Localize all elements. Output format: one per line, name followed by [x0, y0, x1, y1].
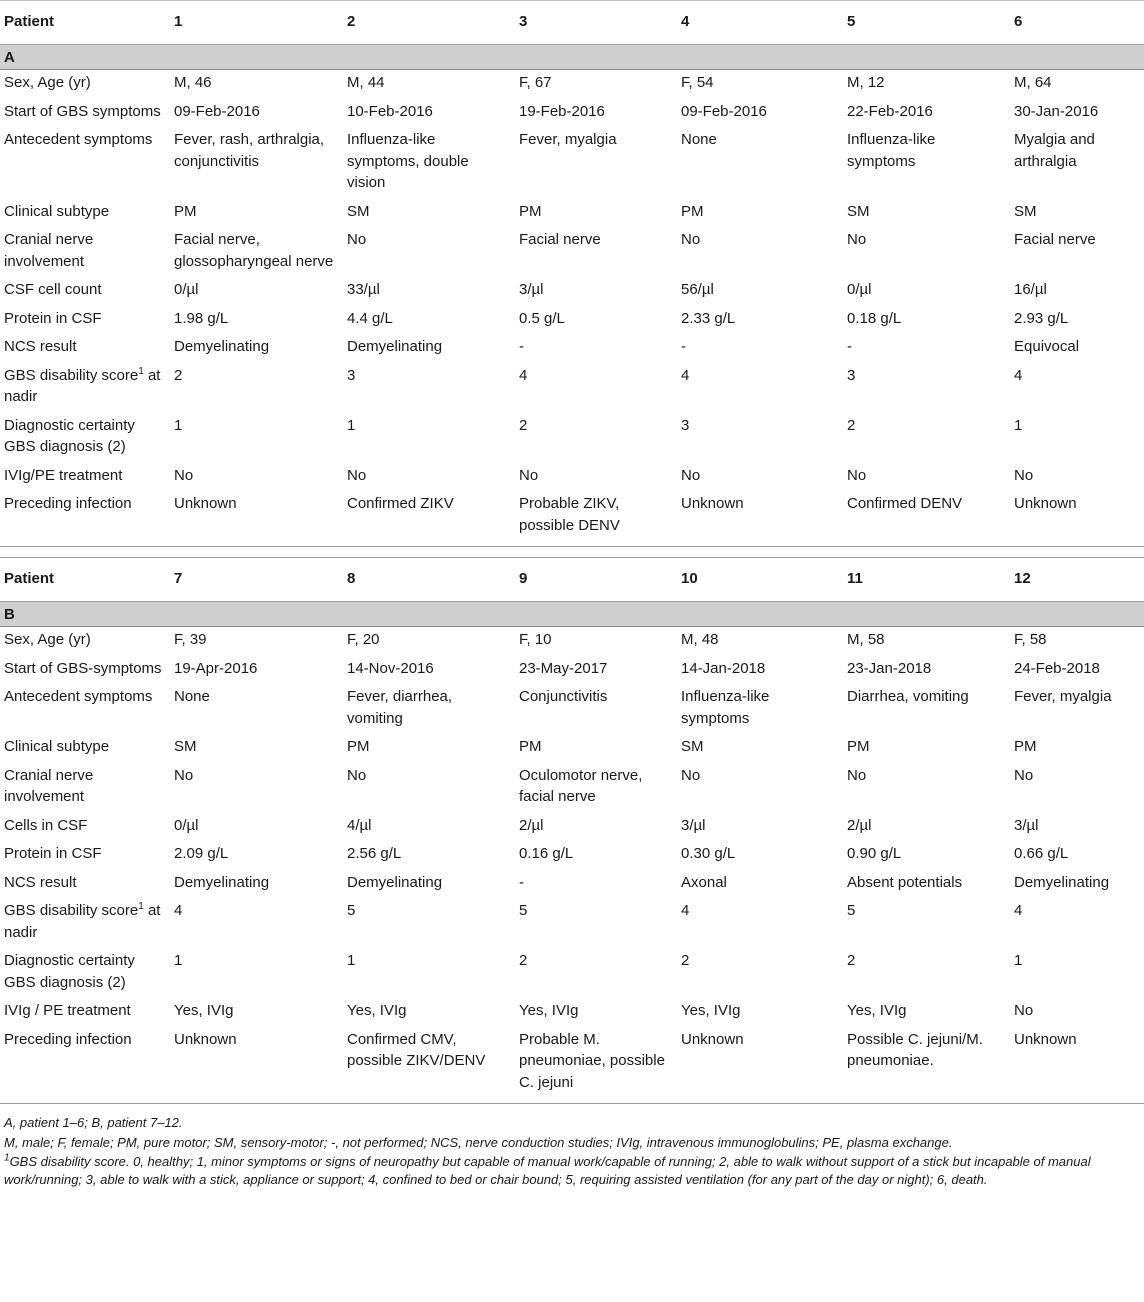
table-cell: 33/µl	[347, 281, 380, 298]
table-cell: 2.33 g/L	[681, 309, 736, 327]
table-cell: Yes, IVIg	[681, 1002, 741, 1019]
table-cell: SM	[681, 738, 704, 755]
table-cell: Unknown	[1010, 491, 1144, 547]
patient-header-label: Patient	[0, 558, 170, 602]
patient-number: 6	[1010, 1, 1144, 45]
table-cell: Influenza-like symptoms, double vision	[347, 131, 469, 191]
table-cell: Conjunctivitis	[519, 688, 608, 705]
table-cell: M, 58	[847, 631, 885, 648]
table-cell: Confirmed ZIKV	[343, 491, 515, 547]
table-cell: M, 48	[681, 631, 719, 648]
row-label-text: Clinical subtype	[4, 202, 110, 220]
table-cell: 2.93 g/L	[1014, 309, 1069, 327]
patient-number: 9	[515, 558, 677, 602]
table-cell: Fever, myalgia	[1014, 688, 1112, 705]
table-cell: F, 58	[1014, 631, 1047, 648]
table-cell: 09-Feb-2016	[174, 102, 260, 120]
table-cell: 2	[519, 952, 528, 969]
table-row	[0, 898, 1144, 948]
row-label	[0, 763, 170, 813]
table-cell: 30-Jan-2016	[1014, 102, 1099, 120]
table-row	[0, 99, 1144, 128]
table-cell: No	[1014, 1002, 1034, 1019]
table-cell: Axonal	[681, 873, 727, 891]
table-cell: PM	[847, 738, 870, 755]
row-label	[0, 70, 170, 99]
table-cell: 2	[847, 416, 856, 434]
row-label	[0, 491, 170, 547]
table-cell: 1	[1014, 416, 1023, 434]
row-label	[0, 99, 170, 128]
table-cell: Demyelinating	[347, 338, 443, 355]
table-cell: No	[681, 231, 701, 248]
table-cell: 56/µl	[681, 281, 714, 298]
footnote-marker: 1	[138, 901, 144, 912]
row-label-text: Preceding infection	[4, 1030, 132, 1048]
row-label	[0, 463, 170, 492]
footnote-groups: A, patient 1–6; B, patient 7–12.	[4, 1115, 183, 1130]
footnote-disability-score	[4, 1153, 1140, 1188]
row-label-text: Diagnostic certainty GBS diagnosis (2)	[4, 952, 135, 991]
table-cell: Demyelinating	[174, 338, 270, 355]
row-label	[0, 127, 170, 199]
row-label-text: Start of GBS symptoms	[4, 102, 161, 120]
table-cell: 2	[519, 416, 528, 434]
row-label	[0, 1027, 170, 1104]
table-cell: F, 67	[519, 74, 552, 91]
row-label	[0, 813, 170, 842]
row-label	[0, 998, 170, 1027]
row-label	[0, 199, 170, 228]
table-row	[0, 334, 1144, 363]
table-cell: 0.5 g/L	[519, 309, 565, 327]
table-row	[0, 656, 1144, 685]
table-cell: No	[347, 231, 367, 248]
table-cell: 4.4 g/L	[347, 309, 393, 327]
table-cell: 3	[347, 366, 356, 384]
table-cell: Yes, IVIg	[347, 1002, 407, 1019]
table-cell: 16/µl	[1014, 281, 1047, 298]
patient-number: 12	[1010, 558, 1144, 602]
row-label-text: GBS disability score	[4, 366, 139, 384]
table-row	[0, 277, 1144, 306]
table-cell: -	[681, 338, 686, 355]
table-cell: No	[347, 466, 367, 484]
table-cell: 4	[174, 902, 183, 919]
section-band	[0, 45, 1144, 70]
table-cell: Equivocal	[1014, 338, 1080, 355]
row-label	[0, 684, 170, 734]
row-label-text: NCS result	[4, 873, 77, 891]
table-cell: Facial nerve	[519, 231, 601, 248]
row-label	[0, 627, 170, 656]
table-cell: -	[519, 338, 524, 355]
row-label-text: Diagnostic certainty GBS diagnosis (2)	[4, 416, 135, 455]
table-cell: No	[681, 766, 701, 784]
table-cell: 1	[174, 952, 183, 969]
table-cell: 0.90 g/L	[847, 845, 902, 862]
table-cell: Yes, IVIg	[174, 1002, 234, 1019]
footnote-marker: 1	[138, 365, 144, 377]
table-cell: PM	[681, 202, 704, 220]
table-cell: Probable ZIKV, possible DENV	[515, 491, 677, 547]
footnote-abbreviations: M, male; F, female; PM, pure motor; SM, sensory-motor; -, not performed; NCS, nerve conduction studies; IVIg, intravenous immunoglobulins; PE, plasma exchange.	[4, 1134, 953, 1150]
table-cell: PM	[347, 738, 370, 755]
table-cell: Influenza-like symptoms	[847, 131, 936, 170]
table-cell: PM	[519, 202, 542, 220]
table-cell: 4	[1014, 902, 1023, 919]
table-cell: Unknown	[170, 491, 343, 547]
table-cell: -	[847, 338, 852, 355]
table-row	[0, 763, 1144, 813]
table-cell: 14-Nov-2016	[347, 659, 434, 677]
table-row	[0, 627, 1144, 656]
row-label	[0, 334, 170, 363]
table-cell: Facial nerve, glossopharyngeal nerve	[174, 231, 334, 270]
table-cell: 1.98 g/L	[174, 309, 229, 327]
patient-number: 1	[170, 1, 343, 45]
patient-number: 10	[677, 558, 843, 602]
table-cell: M, 12	[847, 74, 885, 91]
table-cell: 0.66 g/L	[1014, 845, 1069, 862]
row-label-text: NCS result	[4, 338, 77, 355]
table-cell: 2/µl	[519, 816, 544, 834]
table-cell: 1	[347, 952, 356, 969]
table-cell: 5	[847, 902, 856, 919]
table-cell: PM	[519, 738, 542, 755]
row-label	[0, 656, 170, 685]
table-cell: No	[681, 466, 701, 484]
row-label-text: IVIg/PE treatment	[4, 466, 123, 484]
patient-header-label: Patient	[0, 1, 170, 45]
table-cell: 4/µl	[347, 816, 372, 834]
patient-number: 5	[843, 1, 1010, 45]
table-row	[0, 998, 1144, 1027]
row-label	[0, 734, 170, 763]
table-row	[0, 948, 1144, 998]
table-cell: Influenza-like symptoms	[681, 688, 770, 727]
table-cell: No	[847, 766, 867, 784]
table-cell: 2/µl	[847, 816, 872, 834]
row-label	[0, 306, 170, 335]
row-label-text: IVIg / PE treatment	[4, 1002, 131, 1019]
table-cell: No	[847, 231, 867, 248]
section-spacer	[0, 547, 1144, 558]
table-cell: Fever, myalgia	[519, 131, 617, 148]
table-cell: 1	[1014, 952, 1023, 969]
table-cell: 22-Feb-2016	[847, 102, 933, 120]
table-cell: 5	[347, 902, 356, 919]
table-cell: Confirmed CMV, possible ZIKV/DENV	[343, 1027, 515, 1104]
patient-number: 11	[843, 558, 1010, 602]
table-cell: 4	[681, 366, 690, 384]
patient-number: 4	[677, 1, 843, 45]
section-label: B	[0, 602, 1144, 627]
table-cell: SM	[174, 738, 197, 755]
table-cell: 0.30 g/L	[681, 845, 736, 862]
row-label	[0, 277, 170, 306]
table-cell: Fever, rash, arthralgia, conjunctivitis	[174, 131, 325, 170]
row-label-text: Preceding infection	[4, 495, 132, 512]
table-row	[0, 306, 1144, 335]
row-label	[0, 898, 170, 948]
table-cell: Confirmed DENV	[843, 491, 1010, 547]
footnote-disability-text: GBS disability score. 0, healthy; 1, minor symptoms or signs of neuropathy but capable of manual work/capable of running; 2, able to walk without support of a stick but incapable of manual work/running; 3, able to walk with a stick, appliance or support; 4, confined to bed or chair bound; 5, requiring assisted ventilation (for any part of the day or night); 6, death.	[4, 1154, 1091, 1187]
table-cell: 3/µl	[519, 281, 544, 298]
row-label-tail: at nadir	[4, 366, 161, 405]
table-cell: Probable M. pneumoniae, possible C. jejuni	[515, 1027, 677, 1104]
row-label-text: GBS disability score	[4, 902, 139, 919]
row-label-text: Antecedent symptoms	[4, 131, 153, 148]
table-row	[0, 413, 1144, 463]
table-cell: None	[174, 688, 210, 705]
table-cell: 24-Feb-2018	[1014, 659, 1100, 677]
table-row	[0, 199, 1144, 228]
table-cell: 0/µl	[174, 281, 199, 298]
table-cell: 2.56 g/L	[347, 845, 402, 862]
table-cell: 19-Feb-2016	[519, 102, 605, 120]
table-cell: Demyelinating	[347, 873, 443, 891]
row-label-text: Start of GBS-symptoms	[4, 659, 162, 677]
row-label	[0, 870, 170, 899]
row-label	[0, 363, 170, 413]
table-cell: 5	[519, 902, 528, 919]
table-cell: None	[681, 131, 717, 148]
table-cell: Unknown	[170, 1027, 343, 1104]
section-band	[0, 602, 1144, 627]
table-row	[0, 870, 1144, 899]
table-row	[0, 127, 1144, 199]
table-row	[0, 363, 1144, 413]
table-cell: -	[519, 873, 524, 891]
table-cell: F, 20	[347, 631, 380, 648]
table-cell: No	[1014, 766, 1034, 784]
table-cell: 0/µl	[174, 816, 199, 834]
table-cell: M, 44	[347, 74, 385, 91]
table-cell: 09-Feb-2016	[681, 102, 767, 120]
table-row	[0, 684, 1144, 734]
table-cell: 4	[681, 902, 690, 919]
row-label	[0, 948, 170, 998]
table-cell: Yes, IVIg	[519, 1002, 579, 1019]
row-label-text: Cranial nerve involvement	[4, 231, 94, 270]
table-cell: SM	[347, 202, 370, 220]
table-cell: M, 46	[174, 74, 212, 91]
table-cell: 4	[519, 366, 528, 384]
table-cell: 1	[174, 416, 183, 434]
row-label-text: Sex, Age (yr)	[4, 631, 91, 648]
table-cell: Diarrhea, vomiting	[847, 688, 969, 705]
table-footnotes	[0, 1104, 1144, 1188]
row-label-text: Protein in CSF	[4, 309, 102, 327]
table-cell: 4	[1014, 366, 1023, 384]
table-row	[0, 734, 1144, 763]
table-cell: Oculomotor nerve, facial nerve	[519, 766, 643, 805]
table-cell: 23-Jan-2018	[847, 659, 932, 677]
patient-number: 7	[170, 558, 343, 602]
table-cell: 23-May-2017	[519, 659, 608, 677]
table-cell: Myalgia and arthralgia	[1014, 131, 1095, 170]
table-cell: No	[174, 766, 194, 784]
row-label-text: Cells in CSF	[4, 816, 88, 834]
table-row	[0, 227, 1144, 277]
row-label-text: Protein in CSF	[4, 845, 102, 862]
table-cell: 0.18 g/L	[847, 309, 902, 327]
table-cell: Demyelinating	[174, 873, 270, 891]
table-cell: 10-Feb-2016	[347, 102, 433, 120]
row-label-text: Antecedent symptoms	[4, 688, 153, 705]
table-cell: SM	[847, 202, 870, 220]
row-label	[0, 227, 170, 277]
row-label	[0, 413, 170, 463]
table-cell: 3/µl	[681, 816, 706, 834]
row-label-tail: at nadir	[4, 902, 161, 941]
table-cell: Unknown	[677, 1027, 843, 1104]
patient-number: 8	[343, 558, 515, 602]
table-cell: No	[174, 466, 194, 484]
table-cell: Unknown	[677, 491, 843, 547]
row-label	[0, 841, 170, 870]
table-row	[0, 70, 1144, 99]
table-cell: 2	[174, 366, 183, 384]
table-cell: PM	[1014, 738, 1037, 755]
table-cell: Absent potentials	[847, 873, 963, 891]
table-cell: Demyelinating	[1014, 873, 1110, 891]
table-cell: 2	[681, 952, 690, 969]
table-cell: No	[1014, 466, 1034, 484]
patient-number: 2	[343, 1, 515, 45]
table-cell: F, 39	[174, 631, 207, 648]
table-cell: F, 10	[519, 631, 552, 648]
table-cell: F, 54	[681, 74, 714, 91]
table-cell: 3	[681, 416, 690, 434]
table-cell: 2	[847, 952, 856, 969]
row-label-text: Clinical subtype	[4, 738, 110, 755]
table-row	[0, 463, 1144, 492]
footnote-marker: 1	[4, 1152, 10, 1164]
table-cell: Unknown	[1010, 1027, 1144, 1104]
table-cell: 3	[847, 366, 856, 384]
table-cell: No	[519, 466, 539, 484]
table-row	[0, 1027, 1144, 1104]
table-cell: SM	[1014, 202, 1037, 220]
table-cell: 14-Jan-2018	[681, 659, 766, 677]
row-label-text: CSF cell count	[4, 281, 102, 298]
row-label-text: Sex, Age (yr)	[4, 74, 91, 91]
table-row	[0, 841, 1144, 870]
table-cell: Fever, diarrhea, vomiting	[347, 688, 453, 727]
table-row	[0, 813, 1144, 842]
table-cell: PM	[174, 202, 197, 220]
patient-number: 3	[515, 1, 677, 45]
row-label-text: Cranial nerve involvement	[4, 766, 94, 805]
table-cell: 1	[347, 416, 356, 434]
table-cell: Yes, IVIg	[847, 1002, 907, 1019]
table-cell: 0/µl	[847, 281, 872, 298]
table-cell: Facial nerve	[1014, 231, 1096, 248]
table-cell: 3/µl	[1014, 816, 1039, 834]
table-cell: 19-Apr-2016	[174, 659, 258, 677]
table-cell: M, 64	[1014, 74, 1052, 91]
table-cell: Possible C. jejuni/M. pneumoniae.	[843, 1027, 1010, 1104]
table-cell: 0.16 g/L	[519, 845, 574, 862]
table-cell: No	[847, 466, 867, 484]
table-cell: No	[347, 766, 367, 784]
patient-header-row	[0, 1, 1144, 45]
patient-header-row	[0, 558, 1144, 602]
table-cell: 2.09 g/L	[174, 845, 229, 862]
table-row	[0, 491, 1144, 547]
section-label: A	[0, 45, 1144, 70]
